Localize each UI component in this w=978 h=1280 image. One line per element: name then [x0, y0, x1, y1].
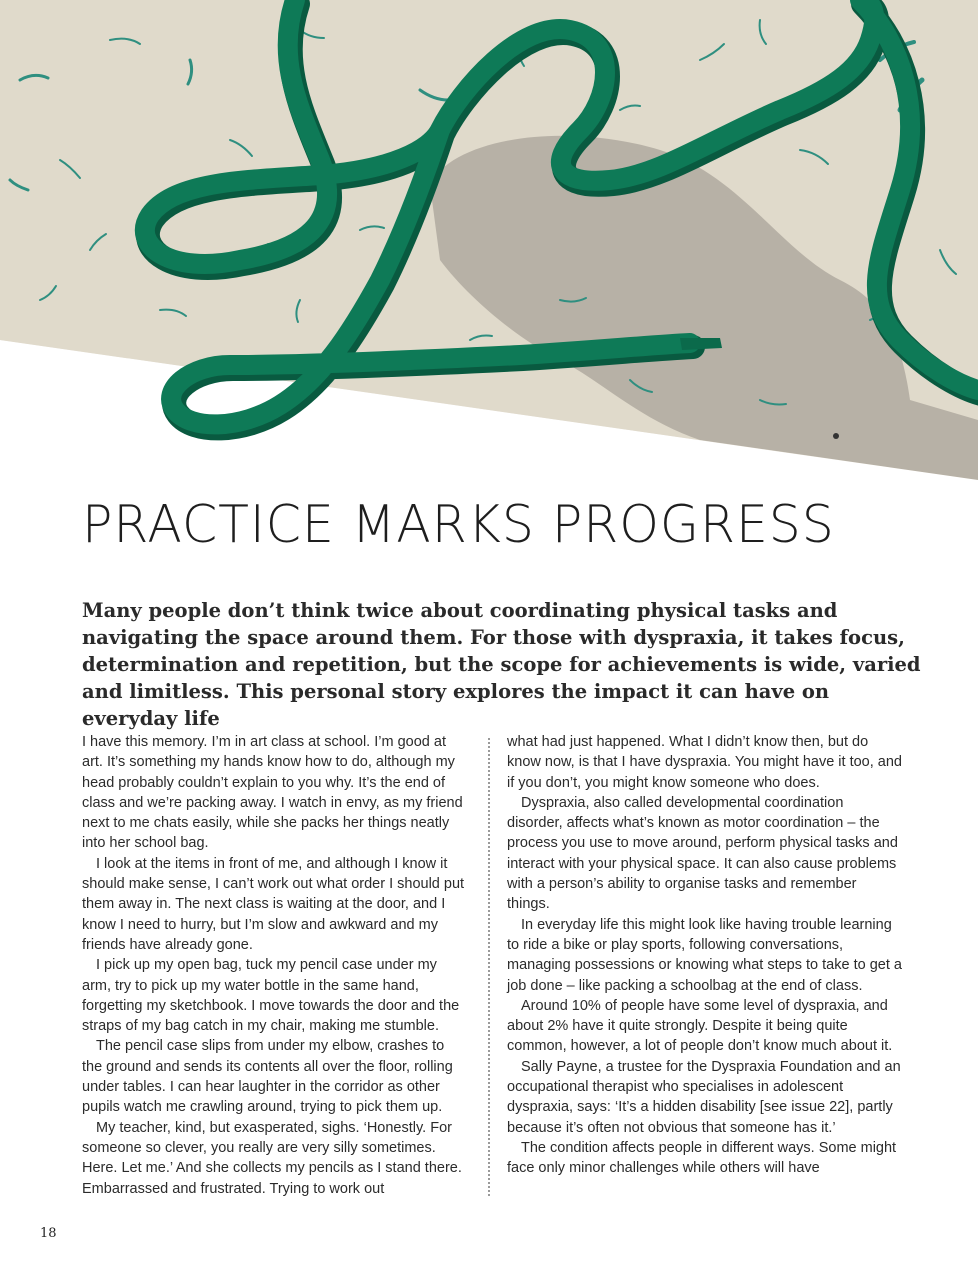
shoelace-aglet [680, 338, 722, 350]
paragraph: I have this memory. I’m in art class at school. I’m good at art. It’s something my hands know how to do, although my head probably couldn’t explain to you why. It’s the end of class and we’re packing away. I watch in envy, as my friend next to me chats easily, while she packs her things neatly into her school bag. [82, 734, 463, 852]
paragraph: My teacher, kind, but exasperated, sighs. ‘Honestly. For someone so clever, you really are very silly sometimes. Here. Let me.’ And she collects my pencils as I stand there. Embarrassed and frustrated. Trying to work out [82, 1119, 462, 1197]
paragraph: Dyspraxia, also called developmental coordination disorder, affects what’s known as motor coordination – the process you use to move around, perform physical tasks and interact with your physical space. It can also cause problems with a person’s ability to organise tasks and remember things. [507, 794, 898, 913]
column-divider [488, 738, 490, 1196]
paragraph: The pencil case slips from under my elbow, crashes to the ground and sends its contents all over the floor, rolling under tables. I can hear laughter in the corridor as other pupils watch me crawling around, trying to pick them up. [82, 1038, 453, 1116]
paragraph: The condition affects people in different ways. Some might face only minor challenges while others will have [507, 1139, 897, 1177]
speck [833, 433, 839, 439]
paragraph: Around 10% of people have some level of dyspraxia, and about 2% have it quite strongly. Despite it being quite common, however, a lot of people don’t know much about it. [507, 997, 893, 1055]
paragraph: In everyday life this might look like having trouble learning to ride a bike or play sports, following conversations, managing possessions or knowing what steps to take to get a job done – like packing a schoolbag at the end of class. [507, 916, 902, 994]
article-standfirst: Many people don’t think twice about coordinating physical tasks and navigating the space around them. For those with dyspraxia, it takes focus, determination and repetition, but the scope for achievements is wide, varied and limitless. This personal story explores the impact it can have on everyday life [82, 599, 921, 730]
body-column-left [82, 732, 467, 1199]
body-column-right [507, 732, 902, 1179]
article-title: PRACTICE MARKS PROGRESS [82, 495, 835, 555]
paragraph: what had just happened. What I didn’t know then, but do know now, is that I have dyspraxia. You might have it too, and if you don’t, you might know someone who does. [507, 734, 902, 791]
page-number: 18 [40, 1226, 57, 1241]
hero-illustration [0, 0, 978, 500]
paragraph: Sally Payne, a trustee for the Dyspraxia Foundation and an occupational therapist who specialises in adolescent dyspraxia, says: ‘It’s a hidden disability [see issue 22], partly because it’s often not obvious that someone has it.’ [507, 1058, 901, 1136]
paragraph: I look at the items in front of me, and although I know it should make sense, I can’t work out what order I should put them away in. The next class is waiting at the door, and I know I need to hurry, but I’m slow and awkward and my friends have already gone. [82, 855, 465, 953]
paragraph: I pick up my open bag, tuck my pencil case under my arm, try to pick up my water bottle in the same hand, forgetting my sketchbook. I move towards the door and the straps of my bag catch in my chair, making me stumble. [82, 957, 460, 1035]
